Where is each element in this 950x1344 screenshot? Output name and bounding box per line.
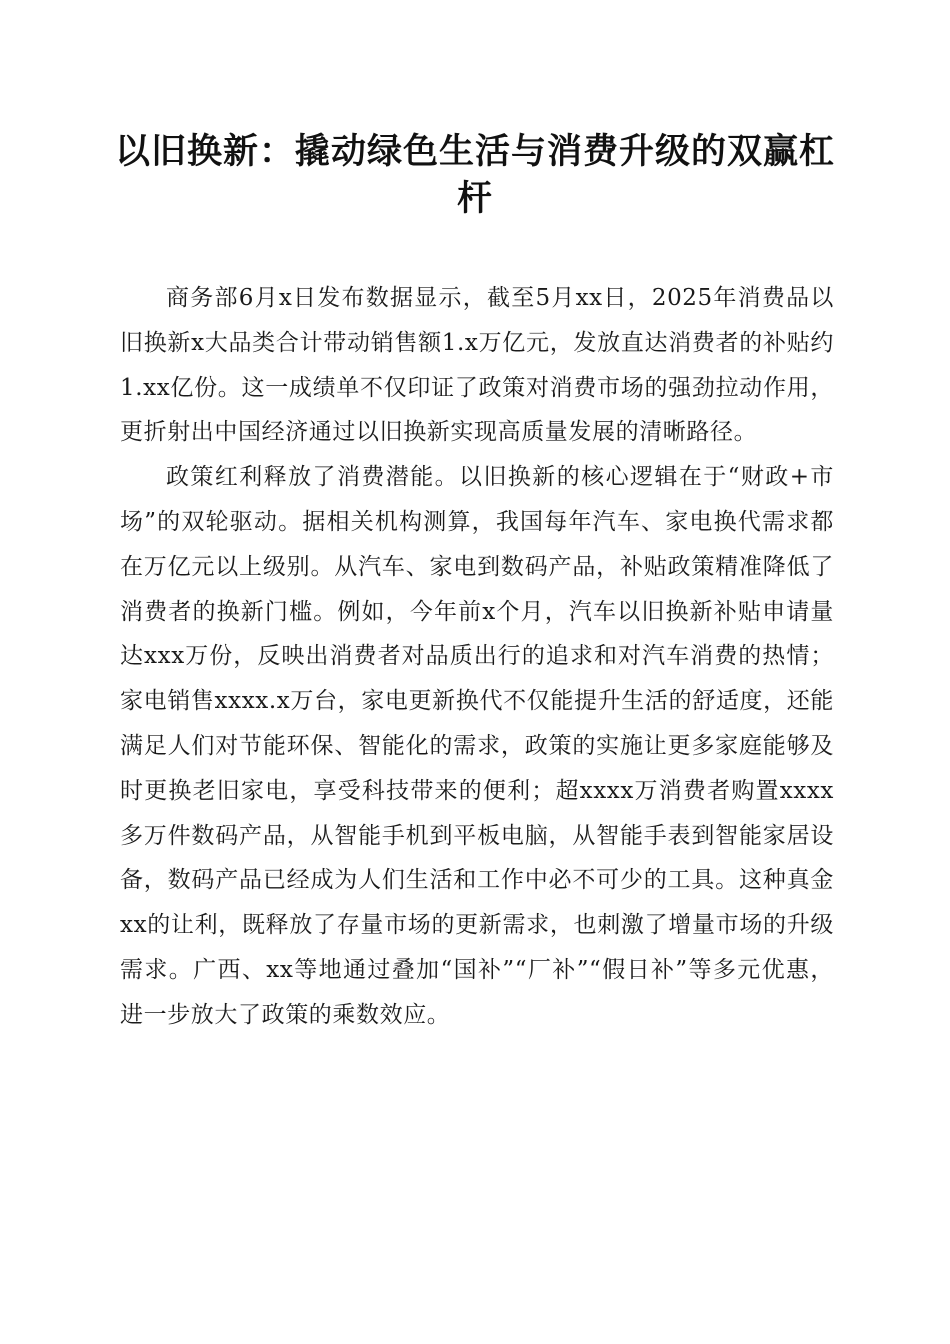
- paragraph-2: 政策红利释放了消费潜能。以旧换新的核心逻辑在于“财政+市场”的双轮驱动。据相关机构测算，我国每年汽车、家电换代需求都在万亿元以上级别。从汽车、家电到数码产品，补贴政策精准降低了消费者的换新门槛。例如，今年前x个月，汽车以旧换新补贴申请量达xxx万份，反映出消费者对品质出行的追求和对汽车消费的热情；家电销售xxxx.x万台，家电更新换代不仅能提升生活的舒适度，还能满足人们对节能环保、智能化的需求，政策的实施让更多家庭能够及时更换老旧家电，享受科技带来的便利；超xxxx万消费者购置xxxx多万件数码产品，从智能手机到平板电脑，从智能手表到智能家居设备，数码产品已经成为人们生活和工作中必不可少的工具。这种真金xx的让利，既释放了存量市场的更新需求，也刺激了增量市场的升级需求。广西、xx等地通过叠加“国补”“厂补”“假日补”等多元优惠，进一步放大了政策的乘数效应。: [120, 464, 834, 1028]
- document-body: [120, 276, 834, 1038]
- document-title: 以旧换新：撬动绿色生活与消费升级的双赢杠杆: [114, 131, 835, 219]
- paragraph-1: 商务部6月x日发布数据显示，截至5月xx日，2025年消费品以旧换新x大品类合计带动销售额1.x万亿元，发放直达消费者的补贴约1.xx亿份。这一成绩单不仅印证了政策对消费市场的强劲拉动作用，更折射出中国经济通过以旧换新实现高质量发展的清晰路径。: [120, 285, 834, 446]
